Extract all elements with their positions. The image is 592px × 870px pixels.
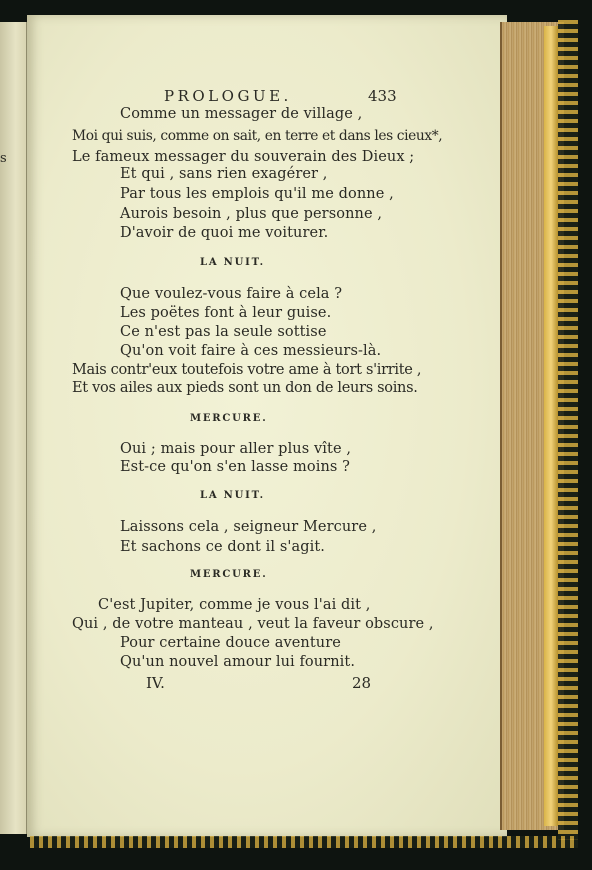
verse-line: Le fameux messager du souverain des Dieux ;: [72, 149, 415, 165]
verse-line: Que voulez-vous faire à cela ?: [120, 286, 343, 302]
verse-line: Aurois besoin , plus que personne ,: [120, 206, 383, 222]
speaker-name: LA NUIT.: [200, 490, 265, 501]
running-header: PROLOGUE.: [164, 87, 292, 105]
speaker-name: MERCURE.: [190, 413, 268, 424]
verse-line: Comme un messager de village ,: [120, 106, 363, 122]
gathering-number: 28: [352, 674, 372, 692]
book-binding: [558, 20, 578, 840]
speaker-name: LA NUIT.: [200, 257, 265, 268]
gilt-edge: [544, 26, 558, 826]
left-page-mark: s: [0, 151, 7, 166]
verse-line: Et sachons ce dont il s'agit.: [120, 539, 325, 555]
verse-line: Et qui , sans rien exagérer ,: [120, 166, 328, 182]
left-page-edge: [0, 22, 27, 834]
verse-line: Pour certaine douce aventure: [120, 635, 341, 651]
verse-line: Mais contr'eux toutefois votre ame à tort s'irrite ,: [72, 362, 422, 378]
verse-line: Oui ; mais pour aller plus vîte ,: [120, 441, 352, 457]
verse-line: C'est Jupiter, comme je vous l'ai dit ,: [98, 597, 371, 613]
page-number: 433: [368, 87, 397, 105]
verse-line: Par tous les emplois qu'il me donne ,: [120, 186, 394, 202]
binding-bottom: [30, 836, 578, 848]
verse-line: Qu'on voit faire à ces messieurs-là.: [120, 343, 382, 359]
verse-line: Moi qui suis, comme on sait, en terre et dans les cieux*,: [72, 128, 443, 144]
speaker-name: MERCURE.: [190, 569, 268, 580]
verse-line: Les poëtes font à leur guise.: [120, 305, 332, 321]
verse-line: Qu'un nouvel amour lui fournit.: [120, 654, 356, 670]
signature-mark: IV.: [146, 674, 165, 692]
verse-line: Est-ce qu'on s'en lasse moins ?: [120, 459, 351, 475]
verse-line: Qui , de votre manteau , veut la faveur obscure ,: [72, 616, 434, 632]
verse-line: Ce n'est pas la seule sottise: [120, 324, 327, 340]
verse-line: Laissons cela , seigneur Mercure ,: [120, 519, 377, 535]
verse-line: Et vos ailes aux pieds sont un don de leurs soins.: [72, 380, 418, 396]
verse-line: D'avoir de quoi me voiturer.: [120, 225, 329, 241]
